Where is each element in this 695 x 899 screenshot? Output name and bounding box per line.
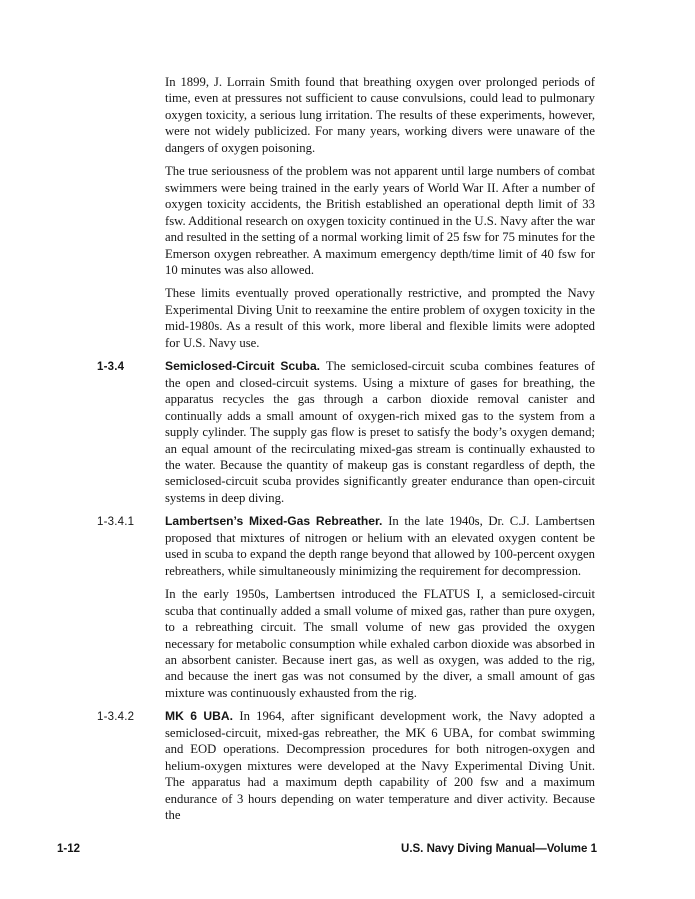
paragraph-text — [165, 74, 595, 156]
paragraph-block — [97, 586, 597, 701]
paragraph-body: In 1899, J. Lorrain Smith found that breathing oxygen over prolonged periods of time, even at pressures not sufficient to cause convulsions, could lead to pulmonary oxygen toxicity, a serious lung irritation. The results of these experiments, however, were not widely publicized. For many years, working divers were unaware of the dangers of oxygen poisoning. — [165, 75, 595, 155]
paragraph-text — [165, 513, 595, 579]
paragraph-block — [97, 513, 597, 579]
paragraph-body: In 1964, after significant development work, the Navy adopted a semiclosed-circuit, mixed-gas rebreather, the MK 6 UBA, for combat swimming and EOD operations. Decompression procedures for both nitrogen-oxygen and helium-oxygen mixtures were developed at the Navy Experimental Diving Unit. The apparatus had a maximum depth capability of 200 fsw and a maximum endurance of 3 hours depending on water temperature and diver activity. Because the — [165, 709, 595, 823]
paragraph-text — [165, 708, 595, 823]
section-number — [97, 285, 165, 351]
paragraph-block — [97, 708, 597, 823]
page-content — [97, 74, 597, 830]
paragraph-block — [97, 358, 597, 506]
paragraph-block — [97, 74, 597, 156]
section-number — [97, 163, 165, 278]
section-number — [97, 74, 165, 156]
paragraph-body: In the early 1950s, Lambertsen introduced the FLATUS I, a semiclosed-circuit scuba that continually added a small volume of mixed gas, rather than pure oxygen, to a rebreathing circuit. The small volume of new gas provided the oxygen necessary for metabolic consumption while exhaled carbon dioxide was absorbed in an absorbent canister. Because inert gas, as well as oxygen, was added to the rig, and because the inert gas was not consumed by the diver, a small amount of gas mixture was continuously exhausted from the rig. — [165, 587, 595, 700]
paragraph-body: The true seriousness of the problem was not apparent until large numbers of combat swimmers were being trained in the early years of World War II. After a number of oxygen toxicity accidents, the British established an operational depth limit of 33 fsw. Additional research on oxygen toxicity continued in the U.S. Navy after the war and resulted in the setting of a normal working limit of 25 fsw for 75 minutes for the Emerson oxygen rebreather. A maximum emergency depth/time limit of 40 fsw for 10 minutes was also allowed. — [165, 164, 595, 277]
section-heading: MK 6 UBA. — [165, 709, 240, 724]
section-heading: Lambertsen’s Mixed-Gas Rebreather. — [165, 514, 389, 529]
page-number: 1-12 — [57, 843, 81, 855]
section-number: 1-3.4.2 — [97, 711, 135, 724]
paragraph-text — [165, 163, 595, 278]
footer-title: U.S. Navy Diving Manual—Volume 1 — [401, 843, 597, 855]
page-footer — [57, 843, 597, 855]
paragraph-body: These limits eventually proved operationally restrictive, and prompted the Navy Experimental Diving Unit to reexamine the entire problem of oxygen toxicity in the mid-1980s. As a result of this work, more liberal and flexible limits were adopted for U.S. Navy use. — [165, 286, 595, 350]
section-heading: Semiclosed-Circuit Scuba. — [165, 359, 326, 374]
paragraph-body: The semiclosed-circuit scuba combines features of the open and closed-circuit systems. Using a mixture of gases for breathing, the apparatus recycles the gas through a carbon dioxide removal canister and continually adds a small amount of oxygen-rich mixed gas to the system from a supply cylinder. The supply gas flow is preset to satisfy the body’s oxygen demand; an equal amount of the recirculating mixed-gas stream is continually exhausted to the water. Because the quantity of makeup gas is constant regardless of depth, the semiclosed-circuit scuba provides significantly greater endurance than open-circuit systems in deep diving. — [165, 359, 596, 505]
paragraph-block — [97, 285, 597, 351]
paragraph-body: In the late 1940s, Dr. C.J. Lambertsen proposed that mixtures of nitrogen or helium with an elevated oxygen content be used in scuba to expand the depth range beyond that allowed by 100-percent oxygen rebreathers, while simultaneously minimizing the requirement for decompression. — [165, 514, 595, 578]
paragraph-text — [165, 586, 595, 701]
section-number: 1-3.4.1 — [97, 516, 135, 529]
paragraph-text — [165, 358, 595, 506]
paragraph-text — [165, 285, 595, 351]
paragraph-block — [97, 163, 597, 278]
section-number: 1-3.4 — [97, 361, 125, 374]
section-number — [97, 586, 165, 701]
